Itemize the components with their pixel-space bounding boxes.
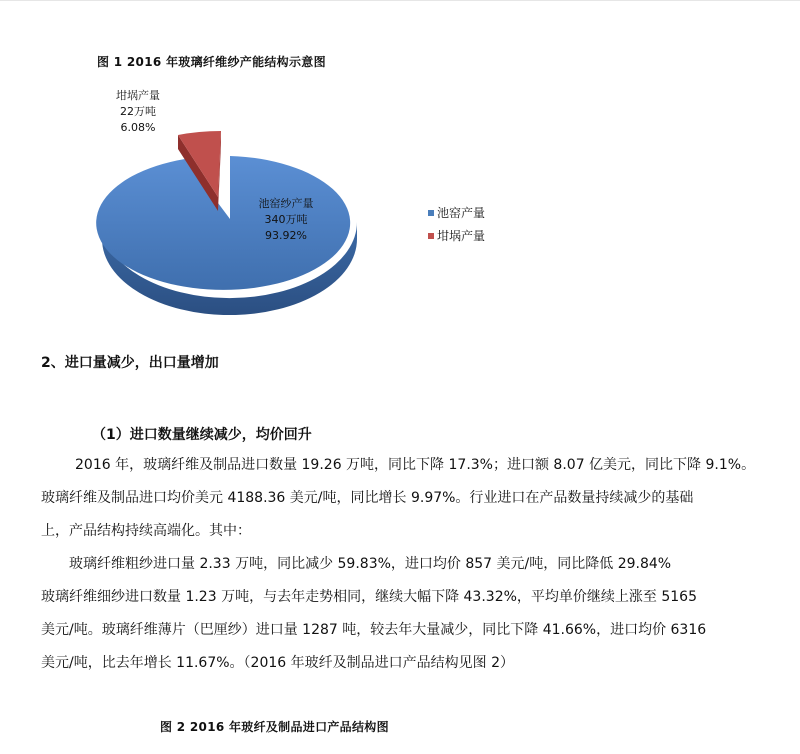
pie-label-ganguo (107, 88, 169, 136)
pie-label-chiyao (246, 196, 326, 244)
pie-label-ganguo-percent: 6.08% (120, 121, 156, 134)
figure-1-pie-chart (90, 125, 380, 315)
paragraph-2-line-4: 美元/吨，比去年增长 11.67%。（2016 年玻纤及制品进口产品结构见图 2） (41, 655, 514, 671)
figure-1-title: 图 1 2016 年玻璃纤维纱产能结构示意图 (97, 55, 326, 69)
paragraph-2-line-3: 美元/吨。玻璃纤维薄片（巴厘纱）进口量 1287 吨，较去年大量减少，同比下降 41.66%，进口均价 6316 (41, 622, 707, 638)
paragraph-1-line-2: 玻璃纤维及制品进口均价美元 4188.36 美元/吨，同比增长 9.97%。行业进口在产品数量持续减少的基础 (41, 490, 694, 506)
legend-label-chiyao: 池窑产量 (437, 206, 486, 220)
pie-label-chiyao-value: 340万吨 (264, 213, 308, 226)
pie-label-chiyao-percent: 93.92% (265, 229, 307, 242)
page-top-rule (0, 0, 800, 1)
legend-label-ganguo: 坩埚产量 (437, 229, 486, 243)
paragraph-1-line-3: 上，产品结构持续高端化。其中： (41, 523, 251, 539)
pie-label-chiyao-name: 池窑纱产量 (258, 197, 314, 210)
legend-item-chiyao (428, 204, 485, 221)
legend-item-ganguo (428, 227, 485, 244)
paragraph-2-line-1: 玻璃纤维粗纱进口量 2.33 万吨，同比减少 59.83%，进口均价 857 美元/吨，同比降低 29.84% (69, 556, 672, 572)
paragraph-2-line-2: 玻璃纤维细纱进口数量 1.23 万吨，与去年走势相同，继续大幅下降 43.32%，平均单价继续上涨至 5165 (41, 589, 697, 605)
legend-swatch-chiyao (428, 210, 434, 216)
legend-swatch-ganguo (428, 233, 434, 239)
paragraph-1-line-1: 2016 年，玻璃纤维及制品进口数量 19.26 万吨，同比下降 17.3%；进口额 8.07 亿美元，同比下降 9.1%。 (75, 457, 756, 473)
figure-1-legend (428, 204, 485, 244)
pie-label-ganguo-value: 22万吨 (120, 105, 156, 118)
figure-2-title: 图 2 2016 年玻纤及制品进口产品结构图 (160, 720, 389, 734)
pie-label-ganguo-name: 坩埚产量 (116, 89, 160, 102)
section-2-heading: 2、进口量减少，出口量增加 (41, 355, 219, 371)
subsection-1-heading: （1）进口数量继续减少，均价回升 (92, 427, 312, 443)
